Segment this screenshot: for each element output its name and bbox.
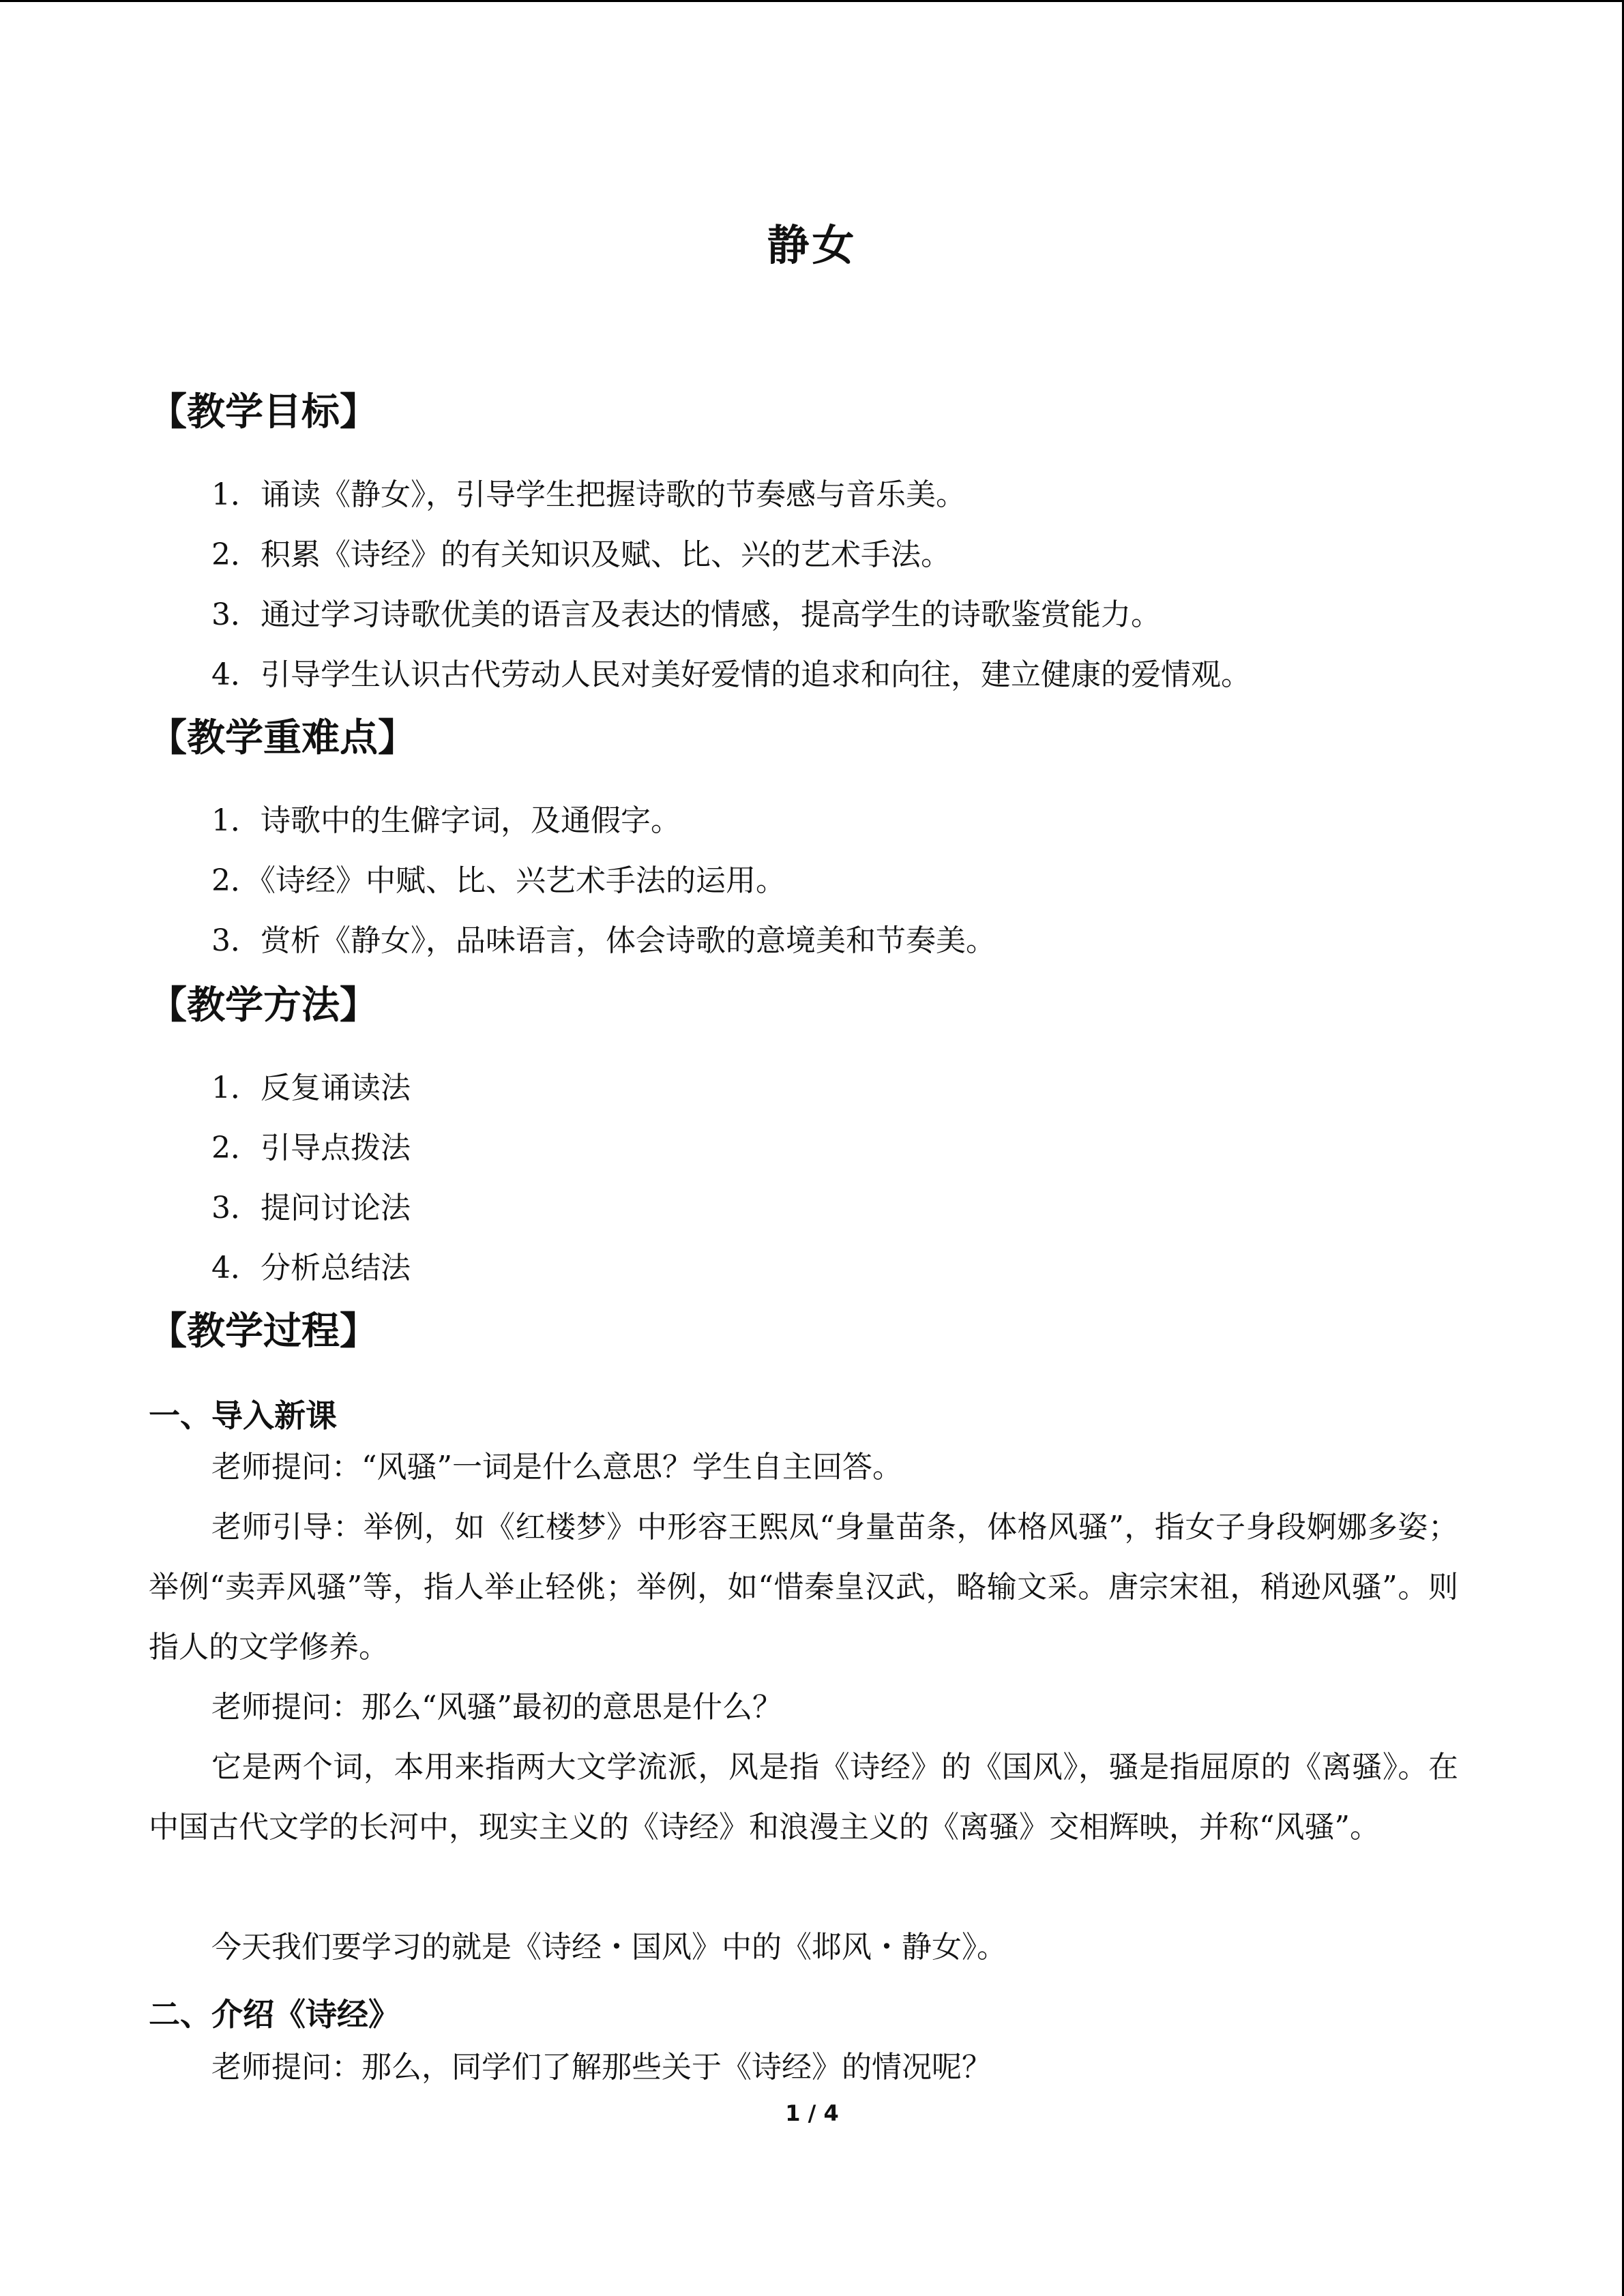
method-item: 3．提问讨论法 (211, 1191, 411, 1225)
paragraph: 今天我们要学习的就是《诗经・国风》中的《邶风・静女》。 (211, 1930, 1007, 1965)
key-point-item: 1．诗歌中的生僻字词，及通假字。 (211, 803, 681, 838)
paragraph: 老师引导：举例，如《红楼梦》中形容王熙凤“身量苗条，体格风骚”，指女子身段婀娜多姿；举例“卖弄风骚”等，指人举止轻佻；举例，如“惜秦皇汉武，略输文采。唐宗宋祖，稍逊风骚”。则指人的文学修养。 (149, 1510, 1458, 1665)
section-heading-methods: 【教学方法】 (149, 983, 378, 1028)
goal-item: 4．引导学生认识古代劳动人民对美好爱情的追求和向往，建立健康的爱情观。 (211, 657, 1251, 692)
method-item: 1．反复诵读法 (211, 1071, 411, 1105)
section-heading-key-points: 【教学重难点】 (149, 716, 416, 760)
section-heading-goals: 【教学目标】 (149, 390, 378, 434)
document-title: 静女 (767, 220, 857, 270)
key-point-item: 3．赏析《静女》，品味语言，体会诗歌的意境美和节奏美。 (211, 923, 996, 958)
subsection-title-intro: 一、导入新课 (149, 1397, 337, 1434)
paragraph: 它是两个词，本用来指两大文学流派，风是指《诗经》的《国风》，骚是指屈原的《离骚》。在中国古代文学的长河中，现实主义的《诗经》和浪漫主义的《离骚》交相辉映，并称“风骚”。 (149, 1750, 1458, 1845)
goal-item: 2．积累《诗经》的有关知识及赋、比、兴的艺术手法。 (211, 537, 951, 572)
section-heading-process: 【教学过程】 (149, 1309, 378, 1354)
page-number: 1 / 4 (785, 2100, 839, 2126)
method-item: 4．分析总结法 (211, 1251, 411, 1285)
key-point-item: 2．《诗经》中赋、比、兴艺术手法的运用。 (211, 863, 786, 898)
paragraph: 老师提问：那么，同学们了解那些关于《诗经》的情况呢？ (211, 2050, 992, 2085)
paragraph: 老师提问：那么“风骚”最初的意思是什么？ (211, 1690, 782, 1725)
method-item: 2．引导点拨法 (211, 1131, 411, 1165)
goal-item: 1．诵读《静女》，引导学生把握诗歌的节奏感与音乐美。 (211, 477, 966, 512)
page-border-top (0, 0, 1624, 2)
paragraph: 老师提问：“风骚”一词是什么意思？学生自主回答。 (211, 1450, 902, 1485)
goal-item: 3．通过学习诗歌优美的语言及表达的情感，提高学生的诗歌鉴赏能力。 (211, 597, 1161, 632)
subsection-title-shijing: 二、介绍《诗经》 (149, 1996, 400, 2033)
